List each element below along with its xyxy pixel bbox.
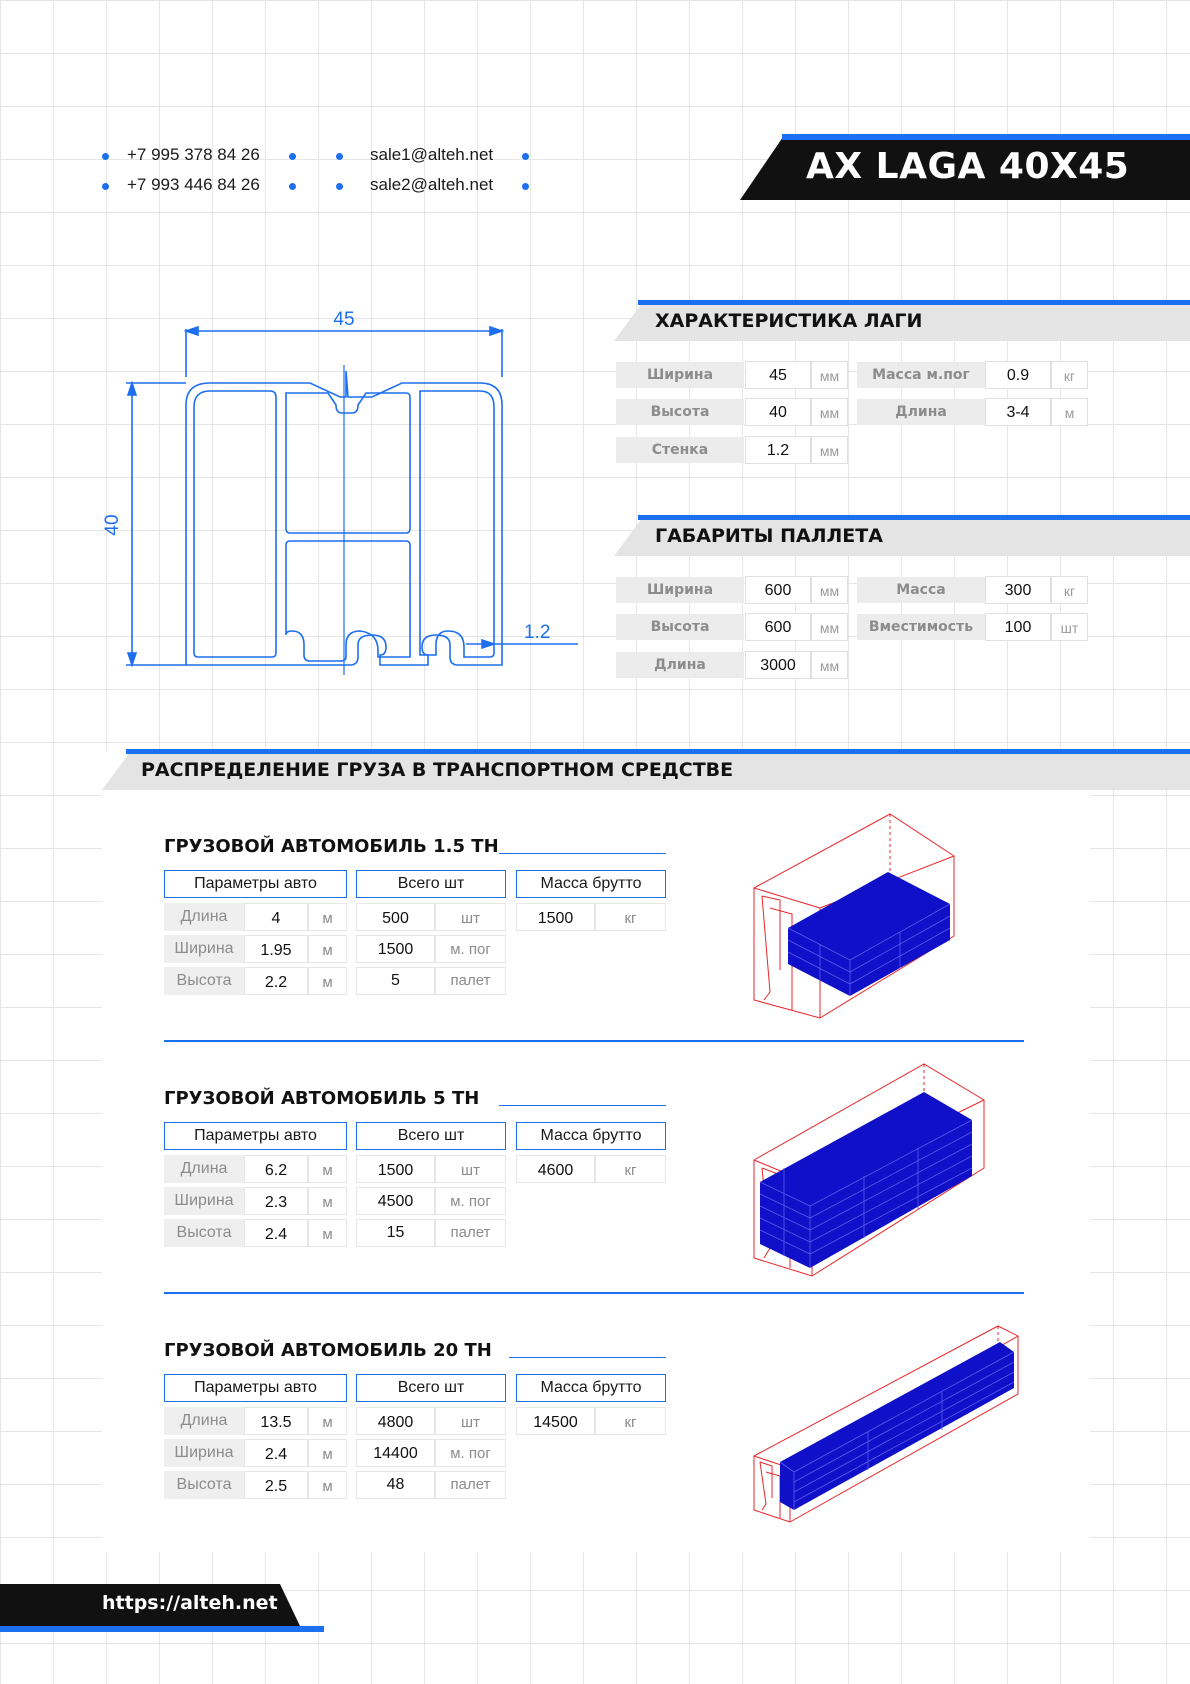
mass-value: 4600 [516,1155,595,1183]
param-value: 2.5 [244,1471,308,1499]
phone-2[interactable]: +7 993 446 84 26 [127,175,260,194]
param-label: Ширина [164,1439,244,1467]
param-label: Ширина [164,1187,244,1215]
param-unit: м [308,1187,347,1215]
total-unit: шт [435,1155,506,1183]
total-unit: м. пог [435,1187,506,1215]
lag-specs-accent [638,300,1190,305]
spec-label: Стенка [616,437,744,463]
truck-1-load-diagram [748,810,968,1025]
spec-unit: мм [811,436,848,464]
truck-3-load-diagram [748,1322,1028,1527]
params-header: Параметры авто [164,870,347,898]
param-label: Высота [164,967,244,995]
mass-header: Масса брутто [516,870,666,898]
mass-unit: кг [595,1407,666,1435]
total-unit: м. пог [435,935,506,963]
total-header: Всего шт [356,1122,506,1150]
spec-unit: кг [1051,361,1088,389]
bullet-icon [102,183,109,190]
total-value: 500 [356,903,435,931]
truck-2-load-diagram [748,1062,998,1282]
bullet-icon [336,153,343,160]
bullet-icon [102,153,109,160]
distribution-accent [126,749,1190,754]
mass-header: Масса брутто [516,1122,666,1150]
params-header: Параметры авто [164,1374,347,1402]
email-1[interactable]: sale1@alteh.net [370,145,494,164]
bullet-icon [336,183,343,190]
total-header: Всего шт [356,1374,506,1402]
param-label: Длина [164,903,244,931]
params-header: Параметры авто [164,1122,347,1150]
spec-value: 40 [745,398,811,426]
spec-label: Ширина [616,577,744,603]
spec-unit: мм [811,398,848,426]
total-value: 15 [356,1219,435,1247]
total-unit: шт [435,1407,506,1435]
truck-title-underline [509,1357,666,1358]
spec-value: 3-4 [985,398,1051,426]
param-unit: м [308,935,347,963]
spec-label: Длина [857,399,985,425]
bullet-icon [289,153,296,160]
param-unit: м [308,903,347,931]
truck-title: ГРУЗОВОЙ АВТОМОБИЛЬ 5 ТН [164,1088,480,1109]
total-unit: палет [435,967,506,995]
truck-title: ГРУЗОВОЙ АВТОМОБИЛЬ 1.5 ТН [164,836,499,857]
spec-unit: мм [811,361,848,389]
param-value: 2.4 [244,1219,308,1247]
spec-label: Высота [616,614,744,640]
param-label: Высота [164,1471,244,1499]
pallet-specs-accent [638,515,1190,520]
param-label: Длина [164,1155,244,1183]
spec-value: 600 [745,576,811,604]
spec-unit: шт [1051,613,1088,641]
param-value: 2.3 [244,1187,308,1215]
spec-value: 1.2 [745,436,811,464]
mass-unit: кг [595,903,666,931]
param-unit: м [308,1439,347,1467]
spec-unit: мм [811,576,848,604]
spec-label: Длина [616,652,744,678]
param-unit: м [308,967,347,995]
param-value: 6.2 [244,1155,308,1183]
param-unit: м [308,1407,347,1435]
dim-width-label: 45 [333,309,355,330]
spec-value: 0.9 [985,361,1051,389]
spec-unit: кг [1051,576,1088,604]
mass-value: 1500 [516,903,595,931]
total-unit: палет [435,1219,506,1247]
total-value: 48 [356,1471,435,1499]
param-value: 2.2 [244,967,308,995]
bullet-icon [522,153,529,160]
pallet-specs-title: ГАБАРИТЫ ПАЛЛЕТА [655,525,883,547]
total-value: 4500 [356,1187,435,1215]
total-value: 4800 [356,1407,435,1435]
page-title: AX LAGA 40X45 [806,146,1130,187]
truck-title-underline [499,853,666,854]
param-label: Длина [164,1407,244,1435]
spec-label: Вместимость [857,614,985,640]
footer-accent-stripe [0,1626,324,1632]
param-unit: м [308,1471,347,1499]
spec-value: 3000 [745,651,811,679]
truck-title-underline [499,1105,666,1106]
total-unit: м. пог [435,1439,506,1467]
spec-value: 45 [745,361,811,389]
total-header: Всего шт [356,870,506,898]
total-value: 1500 [356,1155,435,1183]
profile-drawing [102,305,590,675]
email-2[interactable]: sale2@alteh.net [370,175,494,194]
spec-unit: м [1051,398,1088,426]
truck-title: ГРУЗОВОЙ АВТОМОБИЛЬ 20 ТН [164,1340,492,1361]
mass-header: Масса брутто [516,1374,666,1402]
distribution-title: РАСПРЕДЕЛЕНИЕ ГРУЗА В ТРАНСПОРТНОМ СРЕДСТВЕ [141,759,734,781]
cargo-block [788,872,950,996]
spec-label: Масса [857,577,985,603]
spec-unit: мм [811,651,848,679]
lag-specs-title: ХАРАКТЕРИСТИКА ЛАГИ [655,310,923,332]
spec-value: 300 [985,576,1051,604]
title-accent-stripe [782,134,1190,140]
spec-label: Масса м.пог [857,362,985,388]
param-value: 1.95 [244,935,308,963]
total-value: 5 [356,967,435,995]
param-label: Ширина [164,935,244,963]
total-unit: палет [435,1471,506,1499]
spec-value: 100 [985,613,1051,641]
total-value: 14400 [356,1439,435,1467]
spec-label: Ширина [616,362,744,388]
dim-height-label: 40 [102,514,123,536]
bullet-icon [522,183,529,190]
section-divider [164,1292,1024,1294]
spec-unit: мм [811,613,848,641]
website-link[interactable]: https://alteh.net [102,1592,278,1614]
param-value: 13.5 [244,1407,308,1435]
section-divider [164,1040,1024,1042]
bullet-icon [289,183,296,190]
mass-unit: кг [595,1155,666,1183]
total-value: 1500 [356,935,435,963]
param-value: 2.4 [244,1439,308,1467]
spec-value: 600 [745,613,811,641]
param-unit: м [308,1155,347,1183]
total-unit: шт [435,903,506,931]
spec-label: Высота [616,399,744,425]
param-label: Высота [164,1219,244,1247]
param-value: 4 [244,903,308,931]
phone-1[interactable]: +7 995 378 84 26 [127,145,260,164]
dim-wall-label: 1.2 [524,622,551,643]
mass-value: 14500 [516,1407,595,1435]
param-unit: м [308,1219,347,1247]
